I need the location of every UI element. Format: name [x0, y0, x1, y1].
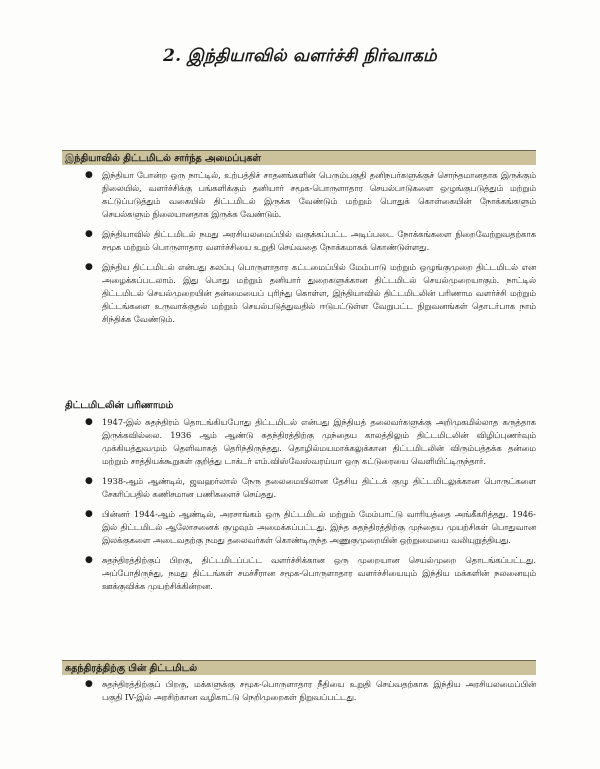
list-item	[62, 228, 536, 254]
list-item-text: இந்தியா போன்ற ஒரு நாட்டில், உற்பத்திச் சாதனங்களின் பெரும்பகுதி தனிநபர்களுக்குச் சொந்தமானதாக இருக்கும் நிலையில், வளர்ச்சிக்கு பங்களிக்கும் தனியார் சமூக-பொருளாதார செயல்பாடுகளை ஒழுங்குபடுத்தும் மற்றும் கட்டுப்படுத்தும் வகையில் திட்டமிடல் இருக்க வேண்டும் மற்றும் பொதுக் கொள்கையின் நோக்கங்களும் செயல்களும் நிலையானதாக இருக்க வேண்டும்.	[102, 170, 536, 219]
section-list-evolution	[62, 416, 536, 600]
bullet-icon: ●	[85, 417, 93, 427]
section-heading-post-independence: சுதந்திரத்திற்கு பின் திட்டமிடல்	[62, 660, 536, 675]
list-item	[62, 678, 536, 704]
bullet-icon: ●	[85, 509, 93, 519]
section-heading-planning-institutions: இந்தியாவில் திட்டமிடல் சார்ந்த அமைப்புகள்	[62, 150, 536, 165]
bullet-icon: ●	[85, 555, 93, 565]
list-item	[62, 416, 536, 468]
list-item-text: இந்திய திட்டமிடல் என்பது கலப்பு பொருளாதார கட்டமைப்பில் மேம்பாடு மற்றும் ஒழுங்குமுறை திட்டமிடல் என அழைக்கப்படலாம். இது பொது மற்றும் தனியார் துறைகளுக்கான திட்டமிடல் செயல்முறையாகும். நாட்டில் திட்டமிடல் செயல்முறையின் தன்மையைப் புரிந்து கொள்ள, இந்தியாவில் திட்டமிடலின் பரிணாம வளர்ச்சி மற்றும் திட்டங்களை உருவாக்குதல் மற்றும் செயல்படுத்துவதில் ஈடுபட்டுள்ள வேறுபட்ட நிறுவனங்கள் தொடர்பாக நாம் சிந்திக்க வேண்டும்.	[102, 262, 536, 324]
section-list-post-independence	[62, 678, 536, 711]
bullet-icon: ●	[85, 679, 93, 689]
list-item-text: 1947-இல் சுதந்திரம் தொடங்கியபோது திட்டமிடல் என்பது இந்தியத் தலைவர்களுக்கு அறிமுகமில்லாத கருத்தாக இருக்கவில்லை. 1936 ஆம் ஆண்டு சுதந்திரத்திற்கு முந்தைய காலத்திலும் திட்டமிடலின் விழிப்புணர்வும் முக்கியத்துவமும் தெளிவாகத் தெரிந்திருந்தது. தொழில்மயமாக்கலுக்கான திட்டமிடலின் விரும்பத்தக்க தன்மை மற்றும் சாத்தியக்கூறுகள் குறித்து டாக்டர் எம்.விஸ்வேஸ்வரய்யா ஒரு கட்டுரையை வெளியிட்டிருந்தார்.	[102, 417, 536, 466]
section-list-planning-institutions	[62, 169, 536, 333]
list-item	[62, 475, 536, 501]
list-item-text: பின்னர் 1944-ஆம் ஆண்டில், அரசாங்கம் ஒரு திட்டமிடல் மற்றும் மேம்பாட்டு வாரியத்தை அங்கீகரித்தது. 1946-இல் திட்டமிடல் ஆலோசனைக் குழுவும் அமைக்கப்பட்டது. இந்த சுதந்திரத்திற்கு முந்தைய முயற்சிகள் பொதுவான இலக்குகளை அடைவதற்கு நமது தலைவர்கள் கொண்டிருந்த அணுகுமுறையின் ஒற்றுமையை வலியுறுத்தியது.	[102, 509, 536, 545]
list-item	[62, 554, 536, 593]
bullet-icon: ●	[85, 229, 93, 239]
page-title: 2. இந்தியாவில் வளர்ச்சி நிர்வாகம்	[163, 46, 437, 66]
list-item-text: சுதந்திரத்திற்குப் பிறகு, திட்டமிடப்பட்ட வளர்ச்சிக்கான ஒரு முறையான செயல்முறை தொடங்கப்பட்டது. அப்போதிருந்து, நமது திட்டங்கள் சமச்சீரான சமூக-பொருளாதார வளர்ச்சியையும் இந்திய மக்களின் நலனையும் ஊக்குவிக்க முயற்சிக்கின்றன.	[102, 555, 536, 591]
bullet-icon: ●	[85, 476, 93, 486]
list-item-text: இந்தியாவில் திட்டமிடல் நமது அரசியலமைப்பில் வகுக்கப்பட்ட அடிப்படை நோக்கங்களை நிறைவேற்றுவதற்காக சமூக மற்றும் பொருளாதார வளர்ச்சியை உறுதி செய்வதை நோக்கமாகக் கொண்டுள்ளது.	[102, 229, 536, 252]
list-item-text: 1938-ஆம் ஆண்டில், ஜவஹர்லால் நேரு தலைமையிலான தேசிய திட்டக் குழு திட்டமிடலுக்கான பொருட்களை சேகரிப்பதில் கணிசமான பணிகளைச் செய்தது.	[102, 476, 536, 499]
list-item	[62, 169, 536, 221]
list-item-text: சுதந்திரத்திற்குப் பிறகு, மக்களுக்கு சமூக-பொருளாதார நீதியை உறுதி செய்வதற்காக இந்திய அரசியலமைப்பின் பகுதி IV-இல் அரசிற்கான வழிகாட்டு நெறிமுறைகள் நிறுவப்பட்டது.	[102, 679, 536, 702]
bullet-icon: ●	[85, 170, 93, 180]
list-item	[62, 508, 536, 547]
list-item	[62, 261, 536, 326]
section-heading-evolution: திட்டமிடலின் பரிணாமம்	[65, 400, 174, 411]
bullet-icon: ●	[85, 262, 93, 272]
